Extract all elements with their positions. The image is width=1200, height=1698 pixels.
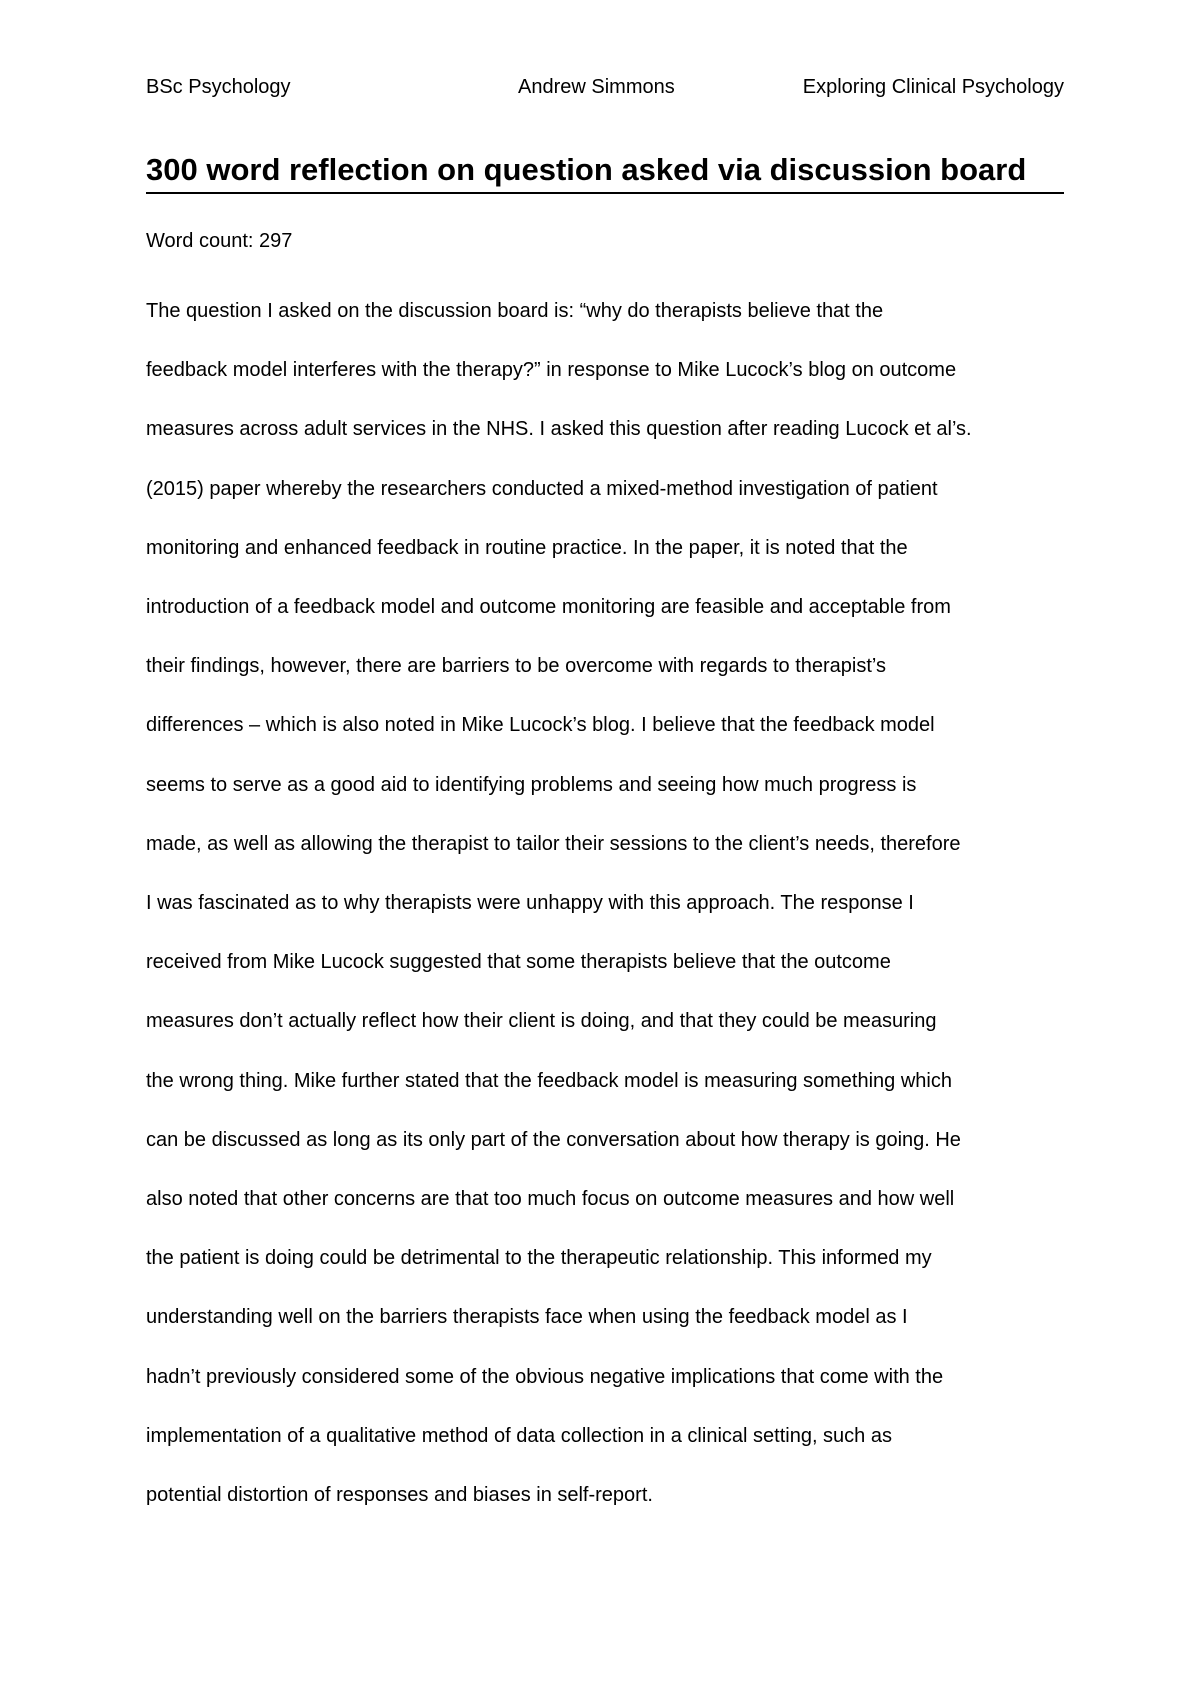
reflection-body	[146, 282, 1064, 1525]
body-line: seems to serve as a good aid to identifying problems and seeing how much progress is	[146, 773, 917, 796]
body-line: measures across adult services in the NHS. I asked this question after reading Lucock et al’s.	[146, 418, 972, 441]
body-line: implementation of a qualitative method of data collection in a clinical setting, such as	[146, 1424, 892, 1447]
header-course: BSc Psychology	[146, 76, 291, 98]
body-line: made, as well as allowing the therapist to tailor their sessions to the client’s needs, therefore	[146, 832, 961, 855]
body-line: monitoring and enhanced feedback in routine practice. In the paper, it is noted that the	[146, 536, 908, 559]
page-header	[146, 76, 1064, 106]
body-line: hadn’t previously considered some of the obvious negative implications that come with the	[146, 1365, 944, 1388]
header-module: Exploring Clinical Psychology	[802, 76, 1064, 98]
body-line: the wrong thing. Mike further stated that the feedback model is measuring something which	[146, 1069, 952, 1092]
document-title: 300 word reflection on question asked via discussion board	[146, 150, 1064, 194]
body-line: potential distortion of responses and biases in self-report.	[146, 1484, 653, 1507]
body-line: can be discussed as long as its only part of the conversation about how therapy is going. He	[146, 1128, 961, 1151]
word-count: Word count: 297	[146, 230, 293, 252]
body-line: measures don’t actually reflect how their client is doing, and that they could be measuring	[146, 1010, 937, 1033]
body-line: (2015) paper whereby the researchers conducted a mixed-method investigation of patient	[146, 477, 938, 500]
body-line: their findings, however, there are barriers to be overcome with regards to therapist’s	[146, 655, 886, 678]
body-line: received from Mike Lucock suggested that some therapists believe that the outcome	[146, 951, 891, 974]
body-line: The question I asked on the discussion board is: “why do therapists believe that the	[146, 300, 884, 322]
body-line: introduction of a feedback model and outcome monitoring are feasible and acceptable from	[146, 596, 951, 619]
body-line: the patient is doing could be detrimental to the therapeutic relationship. This informed my	[146, 1247, 932, 1270]
body-line: differences – which is also noted in Mike Lucock’s blog. I believe that the feedback model	[146, 714, 935, 737]
body-line: understanding well on the barriers therapists face when using the feedback model as I	[146, 1306, 908, 1329]
body-line: also noted that other concerns are that too much focus on outcome measures and how well	[146, 1188, 955, 1211]
header-author: Andrew Simmons	[518, 76, 675, 98]
body-line: feedback model interferes with the therapy?” in response to Mike Lucock’s blog on outcome	[146, 359, 957, 382]
body-line: I was fascinated as to why therapists were unhappy with this approach. The response I	[146, 892, 914, 915]
